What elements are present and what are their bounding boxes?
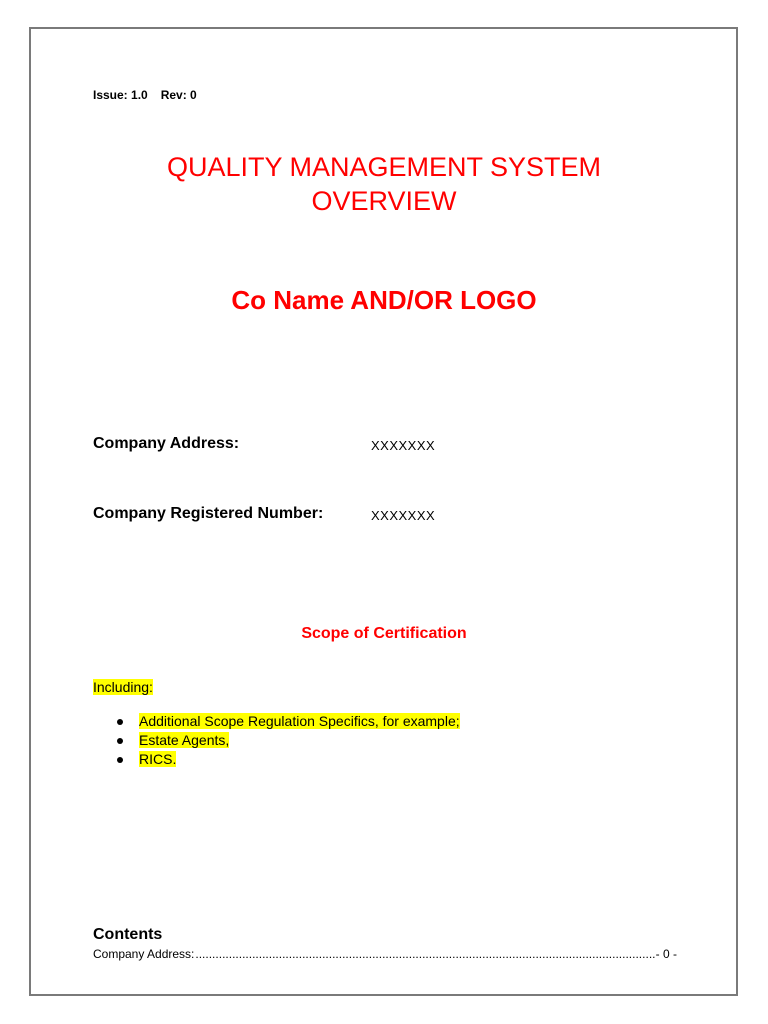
- document-title: [0, 150, 768, 218]
- scope-list: [117, 712, 460, 769]
- toc-entry-label: Company Address:: [93, 947, 195, 961]
- company-address-value: XXXXXXX: [371, 438, 436, 453]
- contents-heading: Contents: [93, 926, 163, 943]
- scope-item-text: Additional Scope Regulation Specifics, for example;: [139, 713, 460, 729]
- scope-item-text: RICS.: [139, 751, 177, 767]
- scope-list-item: [117, 712, 460, 731]
- scope-item-text: Estate Agents,: [139, 732, 230, 748]
- bullet-icon: [117, 719, 123, 725]
- company-name-placeholder: Co Name AND/OR LOGO: [231, 285, 537, 315]
- scope-list-item: [117, 750, 460, 769]
- including-label: [93, 679, 153, 695]
- company-address-label: Company Address:: [93, 435, 240, 452]
- toc-entry-page: - 0 -: [655, 947, 677, 961]
- bullet-icon: [117, 738, 123, 744]
- document-title-line-1: QUALITY MANAGEMENT SYSTEM: [166, 152, 602, 182]
- issue-revision: [93, 88, 197, 102]
- bullet-icon: [117, 757, 123, 763]
- scope-title: Scope of Certification: [301, 625, 467, 642]
- including-text: Including:: [93, 679, 153, 695]
- document-title-line-2: OVERVIEW: [311, 186, 457, 216]
- revision-number: Rev: 0: [160, 88, 197, 102]
- toc-entry[interactable]: [93, 947, 677, 961]
- toc-dot-leader: [195, 947, 654, 961]
- company-reg-number-value: XXXXXXX: [371, 508, 436, 523]
- scope-list-item: [117, 731, 460, 750]
- issue-number: Issue: 1.0: [93, 88, 148, 102]
- company-reg-number-label: Company Registered Number:: [93, 505, 324, 522]
